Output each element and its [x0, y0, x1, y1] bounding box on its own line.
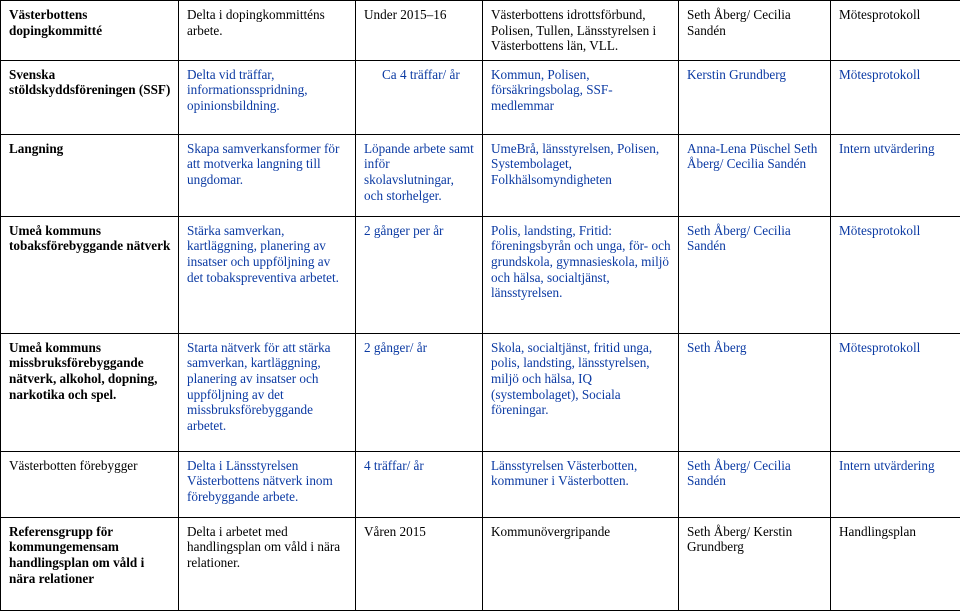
responsible: Anna-Lena Püschel Seth Åberg/ Cecilia Sandén [679, 134, 831, 216]
followup: Mötesprotokoll [831, 333, 960, 451]
followup: Mötesprotokoll [831, 60, 960, 134]
frequency: Våren 2015 [356, 517, 483, 610]
org-name: Umeå kommuns missbruksförebyggande nätverk, alkohol, dopning, narkotika och spel. [1, 333, 179, 451]
frequency: 2 gånger/ år [356, 333, 483, 451]
partners: UmeBrå, länsstyrelsen, Polisen, Systembolaget, Folkhälsomyndigheten [483, 134, 679, 216]
partners: Länsstyrelsen Västerbotten, kommuner i Västerbotten. [483, 451, 679, 517]
partners: Västerbottens idrottsförbund, Polisen, Tullen, Länsstyrelsen i Västerbottens län, VLL. [483, 1, 679, 61]
table-row [1, 216, 960, 333]
org-name: Umeå kommuns tobaksförebyggande nätverk [1, 216, 179, 333]
frequency: Ca 4 träffar/ år [356, 60, 483, 134]
org-name: Svenska stöldskyddsföreningen (SSF) [1, 60, 179, 134]
followup: Intern utvärdering [831, 134, 960, 216]
org-name: Västerbottens dopingkommitté [1, 1, 179, 61]
responsible: Seth Åberg/ Cecilia Sandén [679, 1, 831, 61]
purpose: Stärka samverkan, kartläggning, planering av insatser och uppföljning av det tobakspreventiva arbetet. [179, 216, 356, 333]
purpose: Delta vid träffar, informationsspridning, opinionsbildning. [179, 60, 356, 134]
responsible: Seth Åberg/ Kerstin Grundberg [679, 517, 831, 610]
purpose: Delta i dopingkommitténs arbete. [179, 1, 356, 61]
org-name: Västerbotten förebygger [1, 451, 179, 517]
followup: Mötesprotokoll [831, 216, 960, 333]
partners: Polis, landsting, Fritid: föreningsbyrån och unga, för- och grundskola, gymnasieskola, miljö och hälsa, socialtjänst, länsstyrelsen. [483, 216, 679, 333]
org-name: Langning [1, 134, 179, 216]
responsible: Seth Åberg [679, 333, 831, 451]
responsible: Kerstin Grundberg [679, 60, 831, 134]
table-row [1, 517, 960, 610]
purpose: Delta i arbetet med handlingsplan om våld i nära relationer. [179, 517, 356, 610]
frequency: 2 gånger per år [356, 216, 483, 333]
table-row [1, 60, 960, 134]
partners: Skola, socialtjänst, fritid unga, polis, landsting, länsstyrelsen, miljö och hälsa, IQ (systembolaget), Sociala föreningar. [483, 333, 679, 451]
partners: Kommun, Polisen, försäkringsbolag, SSF-medlemmar [483, 60, 679, 134]
purpose: Starta nätverk för att stärka samverkan, kartläggning, planering av insatser och uppföljning av det missbruksförebyggande arbetet. [179, 333, 356, 451]
table-row [1, 451, 960, 517]
responsible: Seth Åberg/ Cecilia Sandén [679, 451, 831, 517]
frequency: Under 2015–16 [356, 1, 483, 61]
responsible: Seth Åberg/ Cecilia Sandén [679, 216, 831, 333]
purpose: Skapa samverkansformer för att motverka langning till ungdomar. [179, 134, 356, 216]
frequency: Löpande arbete samt inför skolavslutningar, och storhelger. [356, 134, 483, 216]
table-row [1, 333, 960, 451]
followup: Handlingsplan [831, 517, 960, 610]
org-name: Referensgrupp för kommungemensam handlingsplan om våld i nära relationer [1, 517, 179, 610]
frequency: 4 träffar/ år [356, 451, 483, 517]
table-row [1, 134, 960, 216]
followup: Mötesprotokoll [831, 1, 960, 61]
partners: Kommunövergripande [483, 517, 679, 610]
purpose: Delta i Länsstyrelsen Västerbottens nätverk inom förebyggande arbete. [179, 451, 356, 517]
table-row [1, 1, 960, 61]
followup: Intern utvärdering [831, 451, 960, 517]
